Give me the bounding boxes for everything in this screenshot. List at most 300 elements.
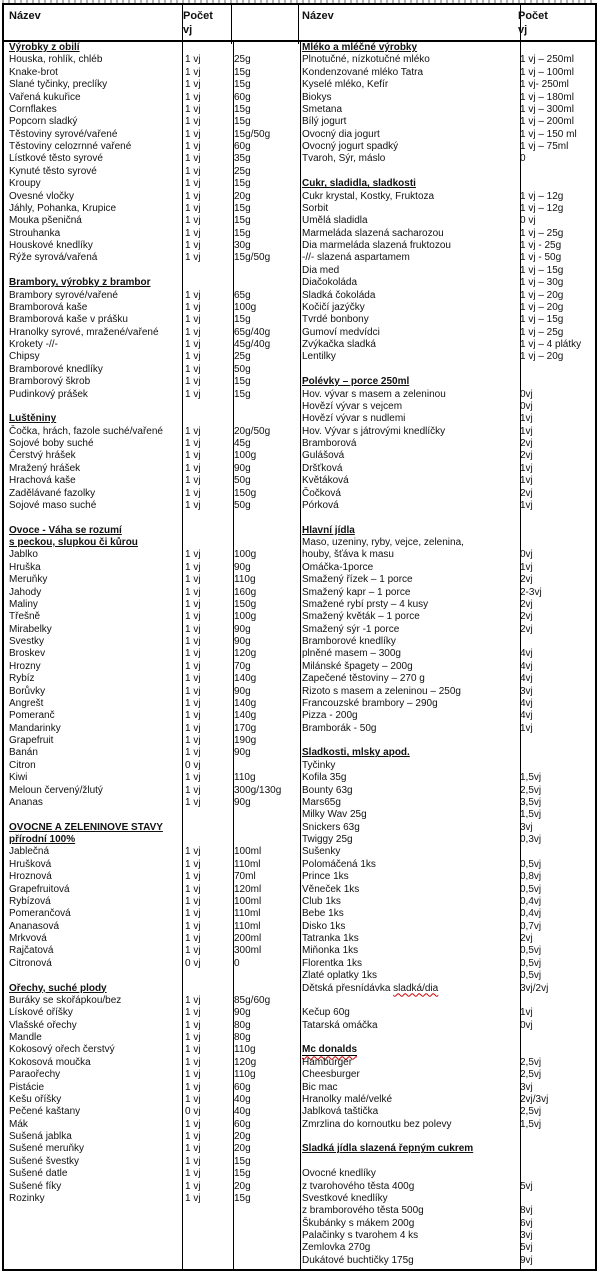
- row-amount-value: [234, 809, 300, 821]
- row-name: Hrachová kaše: [9, 475, 76, 487]
- row-name: Věneček 1ks: [302, 883, 360, 895]
- row-count-value: 1 vj: [185, 933, 201, 944]
- row-count-value: 1 vj – 150 ml: [520, 128, 577, 140]
- row-name: [302, 1156, 520, 1168]
- row-amount-value: 15g/50g: [234, 128, 271, 140]
- row-name: Strouhanka: [9, 227, 61, 239]
- row-name: Vařená kukuřice: [9, 91, 81, 103]
- row-count-value: 2vj: [520, 611, 533, 623]
- row-count-value: [185, 537, 233, 549]
- header-count-right: [513, 5, 600, 44]
- row-name: Těstoviny syrové/vařené: [9, 128, 118, 140]
- row-name: Jáhly, Pohanka, Krupice: [9, 202, 117, 214]
- row-amount-value: 110ml: [234, 908, 261, 920]
- row-count-value: 1vj: [520, 1007, 533, 1019]
- row-amount-value: 20g: [234, 1180, 251, 1192]
- row-amount-value: 15g: [234, 215, 251, 227]
- row-name: Houskové knedlíky: [9, 240, 93, 251]
- row-name: Rajčatová: [9, 945, 54, 957]
- row-amount-value: 40g: [234, 1093, 251, 1105]
- row-name: Krokety -//-: [9, 339, 58, 350]
- row-name: houby, šťáva k masu: [302, 549, 394, 561]
- row-name: Čočka, hrách, fazole suché/vařené: [9, 425, 163, 437]
- row-count-value: 1 vj: [185, 735, 201, 746]
- row-name: plněné masem – 300g: [302, 648, 401, 660]
- row-amount-value: 90g: [234, 796, 251, 808]
- row-count-value: 1 vj: [185, 66, 201, 78]
- row-amount-value: 80g: [234, 1019, 251, 1031]
- row-name: Jablko: [9, 549, 38, 561]
- row-amount-value: 100g: [234, 450, 257, 462]
- row-count-value: [520, 364, 595, 376]
- row-count-value: 5vj: [520, 1180, 533, 1192]
- row-count-value: 1vj: [520, 425, 533, 437]
- row-name: Banán: [9, 747, 38, 759]
- row-count-value: 4vj: [520, 660, 533, 672]
- row-count-value: 3vj: [520, 1230, 533, 1241]
- row-amount-value: 15g: [234, 1192, 251, 1204]
- row-amount-value: 15g/50g: [234, 252, 271, 264]
- row-amount-value: 15g: [234, 103, 251, 115]
- row-count-value: 1 vj: [185, 648, 201, 660]
- row-count-value: 1 vj: [185, 1081, 201, 1093]
- row-name: Meruňky: [9, 574, 48, 586]
- row-count-value: 1 vj: [185, 623, 201, 635]
- row-count-value: 1 vj - 25g: [520, 240, 562, 251]
- header-count-left-line1: Počet: [183, 10, 213, 22]
- row-name: z tvarohového těsta 400g: [302, 1180, 415, 1192]
- row-count-value: 1 vj: [185, 1180, 201, 1192]
- row-name: Sorbit: [302, 202, 329, 214]
- row-name: Citronová: [9, 957, 52, 969]
- row-name: Pomerančová: [9, 908, 71, 920]
- row-name: Cheesburger: [302, 1069, 360, 1081]
- section-heading-text: Luštěniny: [9, 413, 57, 425]
- row-name: Miňonka 1ks: [302, 945, 359, 957]
- row-count-value: 1vj: [520, 475, 533, 487]
- row-count-value: 3vj: [520, 685, 533, 697]
- row-name: [302, 364, 520, 376]
- row-name: Grapefruit: [9, 735, 54, 746]
- row-name: Cornflakes: [9, 103, 57, 115]
- row-count-value: 1 vj – 12g: [520, 190, 564, 202]
- row-count-value: 1 vj: [185, 598, 201, 610]
- row-name: Ananasová: [9, 920, 60, 932]
- row-name: Snickers 63g: [302, 821, 360, 833]
- row-amount-value: [234, 537, 300, 549]
- header-name-left-label: Název: [9, 10, 41, 22]
- row-count-value: [185, 809, 233, 821]
- row-count-value: 1 vj: [185, 574, 201, 586]
- row-name: Francouzské brambory – 290g: [302, 697, 438, 709]
- row-count-value: [520, 512, 595, 524]
- row-count-value: 1 vj – 20g: [520, 289, 564, 301]
- row-count-value: 1 vj: [185, 1131, 201, 1142]
- row-count-value: 2,5vj: [520, 784, 542, 796]
- row-amount-value: 35g: [234, 153, 251, 165]
- row-name: Slané tyčinky, preclíky: [9, 79, 108, 91]
- row-count-value: 0,5vj: [520, 883, 542, 895]
- row-count-value: 0vj: [520, 400, 533, 412]
- row-count-value: 4vj: [520, 648, 533, 660]
- row-count-value: 1 vj: [185, 289, 201, 301]
- section-heading: [9, 277, 182, 289]
- row-amount-value: 110ml: [234, 858, 261, 870]
- row-amount-value: 60g: [234, 1118, 251, 1130]
- section-heading: [302, 42, 520, 54]
- row-amount-value: 45g: [234, 438, 251, 449]
- row-name: Hrušková: [9, 858, 52, 870]
- row-name: Disko 1ks: [302, 920, 346, 932]
- row-count-value: 1 vj – 20g: [520, 351, 564, 363]
- row-count-value: 0 vj: [185, 1106, 201, 1118]
- row-name: Mražený hrášek: [9, 462, 81, 474]
- row-amount-value: 80g: [234, 1032, 251, 1043]
- row-name: Tatarská omáčka: [302, 1019, 378, 1031]
- table-header-row: [4, 5, 595, 42]
- row-count-value: 1 vj: [185, 314, 201, 326]
- row-name: Chipsy: [9, 351, 40, 363]
- row-name: Bramborové knedlíky: [9, 363, 103, 375]
- row-name: Club 1ks: [302, 895, 341, 907]
- row-count-value: 0 vj: [520, 215, 536, 227]
- row-amount-value: 20g: [234, 1131, 251, 1142]
- row-count-value: [520, 1193, 595, 1205]
- row-amount-value: 50g: [234, 363, 251, 375]
- row-count-value: 1 vj – 15g: [520, 264, 564, 276]
- row-name: Sojové boby suché: [9, 438, 94, 449]
- row-count-value: 1 vj: [185, 326, 201, 338]
- row-name: Bramborová: [302, 438, 357, 449]
- row-count-value: 1 vj: [185, 858, 201, 870]
- row-count-value: 1 vj: [185, 685, 201, 697]
- row-name: Kiwi: [9, 772, 28, 784]
- row-count-value: [520, 735, 595, 747]
- row-name: Jahody: [9, 586, 42, 598]
- row-amount-value: 100g: [234, 611, 257, 623]
- section-heading-text: Mléko a mléčné výrobky: [302, 42, 418, 53]
- section-heading: [9, 525, 182, 537]
- row-name: Pórková: [302, 499, 339, 511]
- row-amount-value: 300ml: [234, 945, 262, 957]
- row-name: Bramborové knedlíky: [302, 636, 396, 647]
- section-heading-text: Sladká jídla slazená řepným cukrem: [302, 1143, 474, 1155]
- row-name: Mandarinky: [9, 722, 61, 734]
- row-amount-value: 25g: [234, 165, 251, 177]
- row-count-value: [520, 537, 595, 549]
- row-count-value: 1 vj: [185, 450, 201, 462]
- row-count-value: 9vj: [520, 1254, 533, 1266]
- row-amount-value: 110g: [234, 574, 256, 586]
- row-amount-value: 90g: [234, 747, 251, 759]
- row-count-value: 1 vj: [185, 79, 201, 91]
- row-name: Smažený sýr -1 porce: [302, 623, 400, 635]
- row-amount-value: 15g: [234, 79, 251, 91]
- row-count-value: 1 vj: [185, 784, 201, 796]
- row-amount-value: [234, 277, 300, 289]
- row-name: Kyselé mléko, Kefír: [302, 79, 389, 91]
- row-amount-value: 110g: [234, 1044, 256, 1056]
- row-count-value: 1 vj: [185, 1032, 201, 1043]
- row-amount-value: 100g: [234, 549, 257, 561]
- row-name: Květáková: [302, 475, 349, 487]
- table-body: [4, 42, 595, 1269]
- row-amount-value: 15g: [234, 1155, 251, 1167]
- row-name: Marmeláda slazená sacharozou: [302, 227, 444, 239]
- row-name: Mars65g: [302, 796, 341, 808]
- row-count-value: 2vj: [520, 487, 533, 499]
- header-count-right-line2: vj: [518, 24, 528, 36]
- row-name: Pizza - 200g: [302, 710, 358, 722]
- header-count-left-line2: vj: [183, 24, 193, 36]
- row-name: Kešu oříšky: [9, 1093, 62, 1105]
- row-count-value: [520, 846, 595, 858]
- row-count-value: 1 vj: [185, 462, 201, 474]
- row-name: Bramborák - 50g: [302, 722, 377, 734]
- row-count-value: [185, 401, 233, 413]
- row-name: Jablečná: [9, 846, 50, 858]
- row-count-value: 0 vj: [185, 957, 201, 969]
- row-name: Ovocný dia jogurt: [302, 128, 380, 140]
- row-name: Lentilky: [302, 351, 336, 363]
- row-count-value: 1 vj: [185, 611, 201, 623]
- row-name: Čerstvý hrášek: [9, 450, 76, 462]
- row-count-value: [520, 1032, 595, 1044]
- row-name: Diačokoláda: [302, 277, 358, 289]
- header-name-right: [294, 5, 521, 44]
- row-name: Pistácie: [9, 1081, 45, 1093]
- row-count-value: 1 vj: [185, 920, 201, 932]
- row-name: Smažený řízek – 1 porce: [302, 574, 413, 586]
- row-count-value: 1 vj: [185, 945, 201, 957]
- row-name: Zlaté oplatky 1ks: [302, 970, 378, 982]
- row-count-value: 1 vj: [185, 487, 201, 499]
- row-name: Kroupy: [9, 178, 41, 190]
- row-name: Palačinky s tvarohem 4 ks: [302, 1230, 419, 1241]
- row-name: Mirabelky: [9, 623, 52, 635]
- row-count-value: 0,3vj: [520, 834, 542, 845]
- row-count-value: 1 vj: [185, 388, 201, 400]
- misspelled-text: sladká/dia: [393, 982, 439, 994]
- row-count-value: [185, 970, 233, 982]
- row-count-value: 0,7vj: [520, 920, 542, 932]
- section-heading: [302, 1044, 520, 1056]
- section-heading: [9, 822, 182, 834]
- row-amount-value: 65g: [234, 289, 251, 301]
- row-name: Ovocný jogurt spadký: [302, 141, 399, 152]
- row-amount-value: 90g: [234, 685, 251, 697]
- row-count-value: 1 vj – 25g: [520, 326, 564, 338]
- row-name: Ovesné vločky: [9, 190, 75, 202]
- row-count-value: 0vj: [520, 388, 533, 400]
- row-count-value: 2,5vj: [520, 1069, 542, 1081]
- row-amount-value: 100ml: [234, 895, 262, 907]
- row-name: Jablková taštička: [302, 1106, 379, 1118]
- row-name: Bílý jogurt: [302, 116, 347, 128]
- row-count-value: 1 vj: [185, 363, 201, 375]
- row-name: Hov. Vývar s játrovými knedlíčky: [302, 425, 446, 437]
- row-name: Hov. vývar s masem a zeleninou: [302, 388, 446, 400]
- row-amount-value: 15g: [234, 66, 251, 78]
- row-count-value: 1 vj – 100ml: [520, 66, 574, 78]
- row-count-value: 2vj: [520, 450, 533, 462]
- row-name: Lístkové těsto syrové: [9, 153, 103, 165]
- row-name: Ovocné knedlíky: [302, 1168, 376, 1180]
- row-name: Sladká čokoláda: [302, 289, 376, 301]
- row-count-value: 1 vj: [185, 190, 201, 202]
- row-count-value: 1 vj: [185, 376, 201, 388]
- row-amount-value: 140g: [234, 697, 257, 709]
- row-count-value: 4vj: [520, 697, 533, 709]
- row-count-value: 0 vj: [185, 759, 201, 771]
- row-name: Houska, rohlík, chléb: [9, 54, 103, 66]
- row-count-value: 1 vj: [185, 697, 201, 709]
- row-count-value: [520, 1156, 595, 1168]
- row-name: Rizoto s masem a zeleninou – 250g: [302, 685, 461, 697]
- row-amount-value: 50g: [234, 475, 251, 487]
- row-name: [302, 166, 520, 178]
- row-name: Paraořechy: [9, 1069, 61, 1081]
- header-name-right-label: Název: [302, 10, 334, 22]
- row-name: Hrozny: [9, 660, 41, 672]
- section-heading-text: Hlavní jídla: [302, 524, 355, 536]
- row-count-value: 2,5vj: [520, 1106, 542, 1118]
- row-count-value: 0,5vj: [520, 957, 542, 969]
- header-count-left: [178, 5, 232, 44]
- row-count-value: [520, 995, 595, 1007]
- row-name: Omáčka-1porce: [302, 561, 374, 573]
- row-amount-value: 70g: [234, 660, 251, 672]
- row-count-value: 0,5vj: [520, 945, 542, 957]
- row-name: Bounty 63g: [302, 784, 353, 796]
- row-name: Tvaroh, Sýr, máslo: [302, 153, 386, 165]
- row-count-value: 1 vj: [185, 339, 201, 350]
- row-count-value: 0,5vj: [520, 970, 542, 982]
- row-name: Mouka pšeničná: [9, 215, 82, 227]
- row-count-value: 4vj: [520, 710, 533, 722]
- row-name: Florentka 1ks: [302, 957, 363, 969]
- row-name: Bic mac: [302, 1081, 338, 1093]
- row-name: [302, 995, 520, 1007]
- row-count-value: 1 vj: [185, 227, 201, 239]
- row-count-value: 1 vj: [185, 1019, 201, 1031]
- row-count-value: 5vj: [520, 1242, 533, 1254]
- row-amount-value: 40g: [234, 1106, 251, 1118]
- row-name: [302, 735, 520, 747]
- row-name: [9, 401, 182, 413]
- row-count-value: [520, 376, 595, 388]
- row-count-value: 8vj: [520, 1205, 533, 1217]
- row-count-value: 1 vj: [185, 549, 201, 561]
- row-name: Borůvky: [9, 685, 46, 697]
- row-amount-value: [234, 760, 300, 772]
- row-amount-value: 25g: [234, 351, 251, 363]
- section-heading-text: Brambory, výrobky z brambor: [9, 277, 151, 289]
- row-count-value: 1 vj: [185, 772, 201, 784]
- row-amount-value: 50g: [234, 499, 251, 511]
- row-count-value: [520, 1168, 595, 1180]
- row-name: Pudinkový prášek: [9, 388, 88, 400]
- row-count-value: 1 vj: [185, 722, 201, 734]
- row-amount-value: 120ml: [234, 883, 262, 895]
- row-count-value: [520, 760, 595, 772]
- row-count-value: [520, 525, 595, 537]
- section-heading-text: Ovoce - Váha se rozumí: [9, 524, 122, 536]
- left-name-column: [4, 42, 183, 1269]
- row-count-value: 1 vj: [185, 153, 201, 165]
- row-count-value: 2vj: [520, 933, 533, 944]
- row-count-value: 1 vj – 30g: [520, 277, 564, 289]
- row-count-value: [185, 525, 233, 537]
- row-count-value: 1 vj – 75ml: [520, 141, 569, 152]
- row-amount-value: 190g: [234, 735, 257, 746]
- row-name: Grapefruitová: [9, 883, 70, 895]
- row-count-value: [185, 983, 233, 995]
- row-name: Plnotučné, nízkotučné mléko: [302, 54, 430, 66]
- row-name: Svestkové knedlíky: [302, 1192, 388, 1204]
- row-amount-value: 90g: [234, 623, 251, 635]
- row-name: Bebe 1ks: [302, 908, 344, 920]
- row-amount-value: 160g: [234, 586, 257, 598]
- section-heading-text-misspelled: Mc donalds: [302, 1044, 358, 1056]
- row-name: Čočková: [302, 487, 341, 499]
- row-count-value: [185, 277, 233, 289]
- row-amount-value: 90g: [234, 636, 251, 647]
- row-count-value: 3vj: [520, 821, 533, 833]
- row-name: Zapečené těstoviny – 270 g: [302, 673, 425, 685]
- row-name: Smažený kapr – 1 porce: [302, 586, 411, 598]
- row-name: Cukr krystal, Kostky, Fruktoza: [302, 190, 435, 202]
- row-count-value: 1 vj: [185, 1044, 201, 1056]
- row-name: Hovězí vývar s nudlemi: [302, 413, 406, 425]
- row-name: Kynuté těsto syrové: [9, 165, 97, 177]
- row-count-value: 1,5vj: [520, 809, 542, 821]
- row-name: Kečup 60g: [302, 1007, 350, 1019]
- row-name: Sušené švestky: [9, 1155, 80, 1167]
- row-count-value: 2vj: [520, 574, 533, 586]
- row-name: Sušená jablka: [9, 1131, 72, 1142]
- section-heading: [9, 983, 182, 995]
- row-count-value: 1 vj- 250ml: [520, 79, 569, 91]
- row-count-value: 1 vj – 20g: [520, 301, 564, 313]
- row-amount-value: 140g: [234, 673, 257, 685]
- row-count-value: 2vj: [520, 623, 533, 635]
- row-amount-value: 60g: [234, 1081, 251, 1093]
- row-amount-value: 45g/40g: [234, 339, 271, 350]
- row-amount-value: [234, 42, 300, 54]
- row-amount-value: [234, 265, 300, 277]
- row-count-value: 1 vj – 12g: [520, 202, 564, 214]
- row-name: [302, 1032, 520, 1044]
- section-heading: [302, 1143, 520, 1155]
- header-amount-left: [227, 5, 299, 44]
- row-name: Brambory syrové/vařené: [9, 289, 118, 301]
- row-amount-value: 110g: [234, 1069, 256, 1081]
- row-count-value: 1 vj: [185, 1069, 201, 1081]
- row-name: Dia marmeláda slazená fruktozou: [302, 240, 451, 251]
- row-amount-value: 85g/60g: [234, 994, 271, 1006]
- row-name: Kokosová moučka: [9, 1056, 91, 1068]
- row-amount-value: [234, 970, 300, 982]
- row-name: -//- slazená aspartamem: [302, 252, 410, 264]
- row-count-value: 1 vj: [185, 1118, 201, 1130]
- row-name: Škubánky s mákem 200g: [302, 1217, 415, 1229]
- row-count-value: 1vj: [520, 561, 533, 573]
- row-name: Smažené rybí prsty – 4 kusy: [302, 598, 429, 610]
- row-amount-value: 15g: [234, 314, 251, 326]
- row-count-value: 1 vj: [185, 673, 201, 685]
- row-name: Pomeranč: [9, 710, 55, 722]
